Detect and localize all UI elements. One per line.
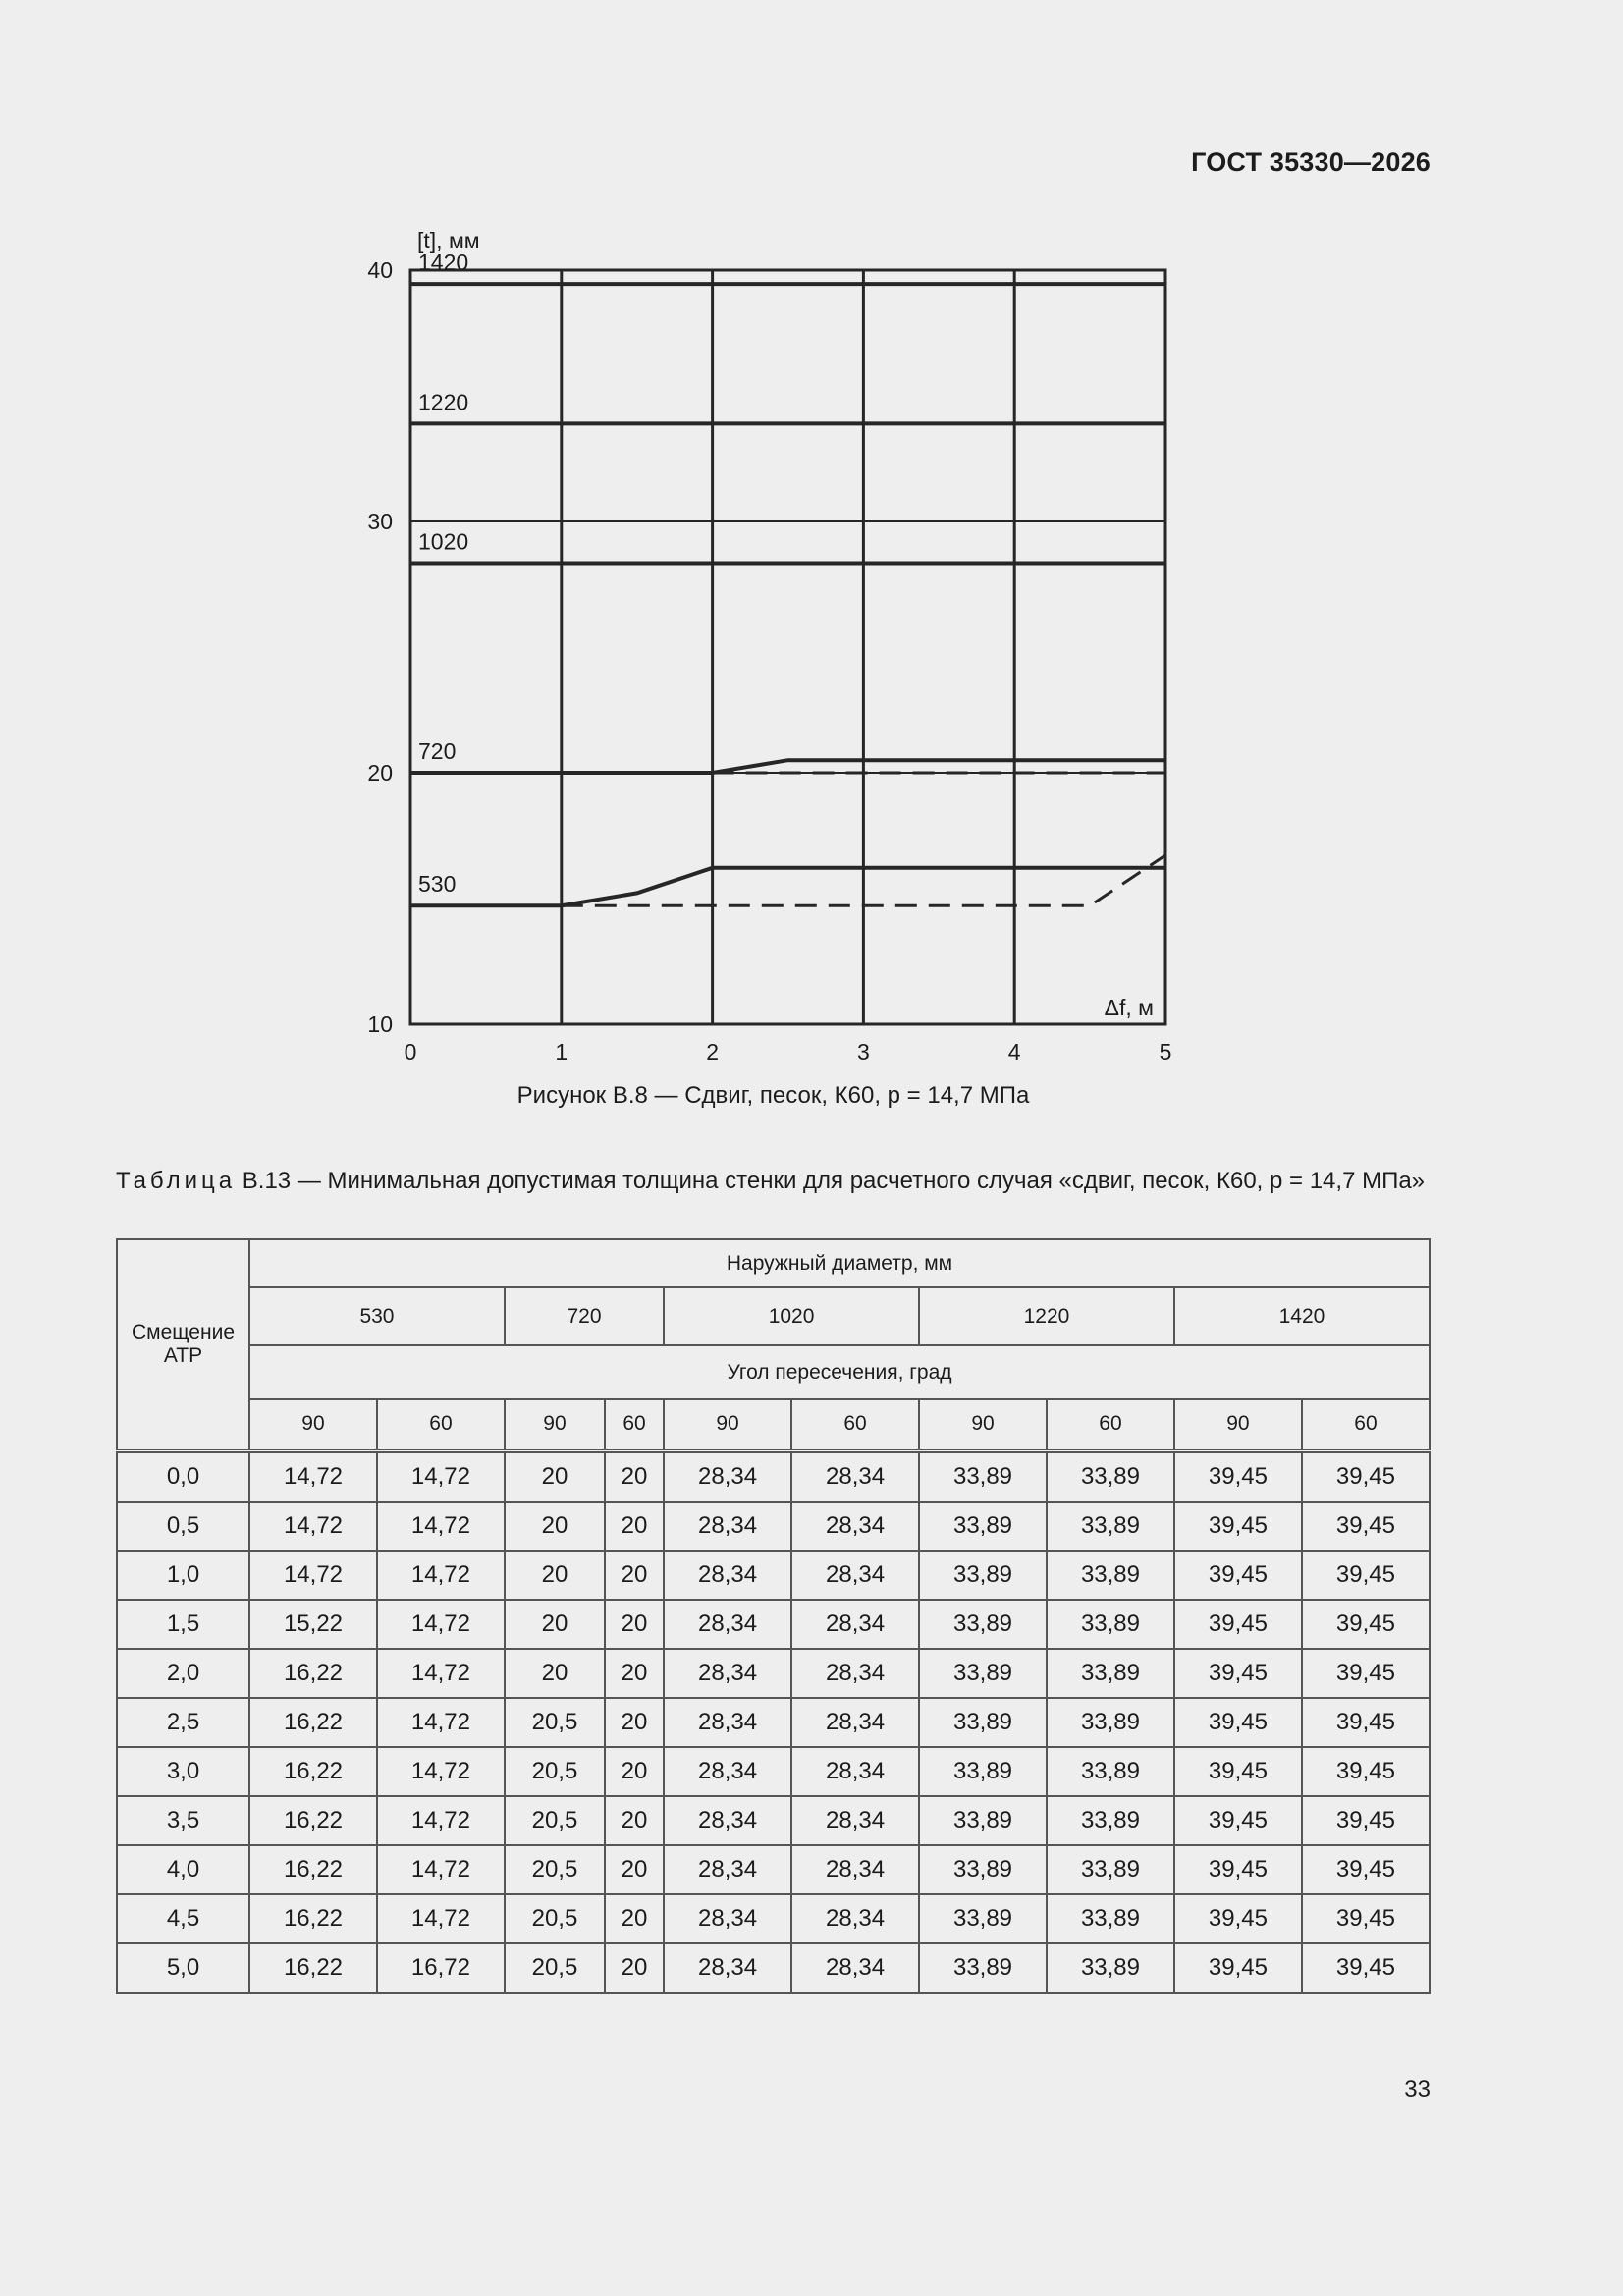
thickness-cell: 33,89 [919,1796,1047,1845]
thickness-cell: 14,72 [249,1551,377,1600]
x-tick-label: 0 [404,1039,417,1065]
series-label: 720 [418,738,457,764]
thickness-cell: 33,89 [1047,1600,1174,1649]
thickness-cell: 33,89 [919,1747,1047,1796]
x-tick-label: 2 [706,1039,719,1065]
series-line [410,760,1165,773]
series-line [410,868,1165,905]
diameter-header-row [117,1287,1430,1345]
thickness-cell: 39,45 [1174,1796,1302,1845]
thickness-cell: 28,34 [664,1600,791,1649]
thickness-cell: 33,89 [919,1845,1047,1894]
thickness-cell: 39,45 [1302,1600,1430,1649]
thickness-cell: 33,89 [1047,1845,1174,1894]
thickness-cell: 16,22 [249,1698,377,1747]
offset-cell: 2,5 [117,1698,249,1747]
thickness-cell: 33,89 [1047,1551,1174,1600]
thickness-cell: 14,72 [377,1502,505,1551]
offset-cell: 3,5 [117,1796,249,1845]
thickness-cell: 39,45 [1302,1698,1430,1747]
thickness-cell: 16,22 [249,1649,377,1698]
offset-cell: 3,0 [117,1747,249,1796]
thickness-cell: 28,34 [664,1894,791,1943]
document-code: ГОСТ 35330—2026 [1191,147,1431,177]
thickness-cell: 14,72 [377,1551,505,1600]
thickness-table [116,1238,1431,1994]
thickness-cell: 28,34 [791,1450,919,1502]
thickness-cell: 16,22 [249,1894,377,1943]
x-tick-label: 4 [1007,1039,1021,1065]
angle-header: 60 [605,1399,664,1450]
thickness-cell: 28,34 [664,1649,791,1698]
offset-cell: 4,5 [117,1894,249,1943]
thickness-cell: 39,45 [1302,1943,1430,1993]
x-tick-label: 5 [1159,1039,1172,1065]
angle-header: 90 [919,1399,1047,1450]
table-row [117,1747,1430,1796]
chart-series [410,284,1165,905]
thickness-cell: 39,45 [1174,1450,1302,1502]
offset-cell: 5,0 [117,1943,249,1993]
angle-header: 90 [1174,1399,1302,1450]
x-tick-label: 3 [857,1039,870,1065]
thickness-cell: 20 [605,1747,664,1796]
thickness-cell: 39,45 [1174,1551,1302,1600]
thickness-cell: 33,89 [1047,1502,1174,1551]
thickness-cell: 14,72 [249,1502,377,1551]
thickness-cell: 14,72 [377,1796,505,1845]
thickness-cell: 39,45 [1174,1894,1302,1943]
thickness-cell: 20 [505,1600,605,1649]
table-title-prefix: Таблица [116,1168,237,1194]
thickness-cell: 39,45 [1302,1450,1430,1502]
thickness-cell: 20,5 [505,1943,605,1993]
thickness-cell: 39,45 [1174,1747,1302,1796]
diameter-group-header: Наружный диаметр, мм [249,1239,1430,1287]
thickness-cell: 33,89 [1047,1698,1174,1747]
thickness-cell: 20 [605,1649,664,1698]
table-row [117,1649,1430,1698]
thickness-cell: 33,89 [919,1943,1047,1993]
thickness-cell: 20 [605,1698,664,1747]
thickness-cell: 28,34 [664,1551,791,1600]
chart-grid [410,270,1165,1024]
plot-frame [410,270,1165,1024]
thickness-cell: 14,72 [377,1894,505,1943]
table-row [117,1796,1430,1845]
thickness-cell: 39,45 [1174,1649,1302,1698]
table-row [117,1698,1430,1747]
thickness-cell: 28,34 [664,1450,791,1502]
table-row [117,1551,1430,1600]
thickness-cell: 20 [605,1845,664,1894]
thickness-cell: 39,45 [1302,1796,1430,1845]
series-label: 1020 [418,528,469,555]
diameter-header: 1420 [1174,1287,1430,1345]
table-row [117,1600,1430,1649]
diameter-header: 1220 [919,1287,1174,1345]
thickness-cell: 39,45 [1302,1894,1430,1943]
thickness-cell: 16,22 [249,1943,377,1993]
thickness-cell: 33,89 [919,1551,1047,1600]
thickness-cell: 39,45 [1174,1698,1302,1747]
thickness-cell: 39,45 [1302,1551,1430,1600]
thickness-cell: 28,34 [664,1796,791,1845]
diameter-header: 1020 [664,1287,919,1345]
thickness-cell: 20 [605,1551,664,1600]
thickness-cell: 20 [605,1943,664,1993]
thickness-cell: 28,34 [791,1551,919,1600]
thickness-cell: 28,34 [791,1600,919,1649]
thickness-cell: 33,89 [919,1698,1047,1747]
thickness-cell: 20 [605,1450,664,1502]
diameter-header: 530 [249,1287,505,1345]
angle-header: 90 [249,1399,377,1450]
thickness-cell: 20 [505,1649,605,1698]
thickness-cell: 28,34 [664,1943,791,1993]
thickness-cell: 39,45 [1302,1649,1430,1698]
thickness-cell: 20 [505,1450,605,1502]
series-labels [418,249,468,897]
thickness-cell: 33,89 [1047,1450,1174,1502]
thickness-cell: 16,22 [249,1796,377,1845]
thickness-cell: 28,34 [791,1943,919,1993]
thickness-cell: 28,34 [791,1894,919,1943]
thickness-cell: 33,89 [919,1502,1047,1551]
thickness-cell: 14,72 [377,1600,505,1649]
figure-caption: Рисунок В.8 — Сдвиг, песок, К60, р = 14,7 МПа [516,1082,1030,1109]
thickness-cell: 39,45 [1174,1502,1302,1551]
y-tick-label: 40 [367,257,393,283]
thickness-cell: 28,34 [791,1649,919,1698]
y-axis-label: [t], мм [417,228,480,253]
angle-header: 60 [791,1399,919,1450]
thickness-cell: 33,89 [1047,1894,1174,1943]
angle-header: 90 [664,1399,791,1450]
thickness-cell: 20 [605,1796,664,1845]
thickness-cell: 33,89 [919,1450,1047,1502]
thickness-cell: 39,45 [1174,1600,1302,1649]
thickness-cell: 20,5 [505,1747,605,1796]
angle-header: 60 [377,1399,505,1450]
diameter-header: 720 [505,1287,664,1345]
table-title [116,1166,1430,1197]
thickness-cell: 28,34 [791,1502,919,1551]
offset-cell: 0,0 [117,1450,249,1502]
thickness-cell: 33,89 [919,1649,1047,1698]
y-tick-label: 30 [367,509,393,534]
thickness-cell: 39,45 [1302,1502,1430,1551]
thickness-cell: 15,22 [249,1600,377,1649]
table-title-text: В.13 — Минимальная допустимая толщина стенки для расчетного случая «сдвиг, песок, К60, р = 14,7 МПа» [236,1168,1426,1194]
angle-header: 60 [1302,1399,1430,1450]
chart-ticks [367,257,1171,1065]
angle-header: 90 [505,1399,605,1450]
series-label: 1420 [418,249,469,276]
thickness-cell: 28,34 [664,1502,791,1551]
thickness-chart [0,0,1623,1080]
thickness-cell: 33,89 [1047,1649,1174,1698]
page-number: 33 [1404,2076,1431,2103]
thickness-cell: 28,34 [664,1698,791,1747]
thickness-cell: 14,72 [377,1450,505,1502]
offset-cell: 4,0 [117,1845,249,1894]
thickness-cell: 28,34 [791,1845,919,1894]
thickness-cell: 33,89 [1047,1943,1174,1993]
thickness-cell: 14,72 [249,1450,377,1502]
offset-cell: 1,0 [117,1551,249,1600]
series-label: 530 [418,871,457,898]
thickness-cell: 28,34 [664,1845,791,1894]
thickness-cell: 14,72 [377,1649,505,1698]
angle-header-row [117,1399,1430,1450]
y-tick-label: 10 [367,1011,393,1037]
x-tick-label: 1 [555,1039,568,1065]
thickness-cell: 20 [505,1502,605,1551]
table-row [117,1502,1430,1551]
table-row [117,1450,1430,1502]
angle-header: 60 [1047,1399,1174,1450]
thickness-cell: 28,34 [664,1747,791,1796]
row-header: Смещение АТР [117,1239,249,1450]
thickness-cell: 20 [505,1551,605,1600]
offset-cell: 2,0 [117,1649,249,1698]
thickness-cell: 39,45 [1302,1747,1430,1796]
thickness-cell: 16,22 [249,1747,377,1796]
angle-group-header: Угол пересечения, град [249,1345,1430,1399]
thickness-cell: 20,5 [505,1845,605,1894]
thickness-cell: 16,72 [377,1943,505,1993]
thickness-cell: 33,89 [1047,1796,1174,1845]
table-row [117,1894,1430,1943]
thickness-cell: 33,89 [1047,1747,1174,1796]
thickness-cell: 20,5 [505,1894,605,1943]
thickness-cell: 39,45 [1302,1845,1430,1894]
offset-cell: 0,5 [117,1502,249,1551]
thickness-cell: 20,5 [505,1698,605,1747]
thickness-cell: 28,34 [791,1698,919,1747]
thickness-cell: 20,5 [505,1796,605,1845]
table-row [117,1943,1430,1993]
table-row [117,1845,1430,1894]
offset-cell: 1,5 [117,1600,249,1649]
thickness-cell: 14,72 [377,1698,505,1747]
thickness-cell: 39,45 [1174,1845,1302,1894]
thickness-cell: 28,34 [791,1747,919,1796]
y-tick-label: 20 [367,760,393,786]
thickness-cell: 20 [605,1600,664,1649]
thickness-cell: 20 [605,1894,664,1943]
thickness-cell: 33,89 [919,1894,1047,1943]
thickness-cell: 14,72 [377,1747,505,1796]
series-label: 1220 [418,389,469,415]
thickness-cell: 33,89 [919,1600,1047,1649]
thickness-cell: 20 [605,1502,664,1551]
thickness-cell: 39,45 [1174,1943,1302,1993]
thickness-cell: 28,34 [791,1796,919,1845]
thickness-cell: 14,72 [377,1845,505,1894]
x-axis-label: Δf, м [1104,995,1154,1020]
thickness-cell: 16,22 [249,1845,377,1894]
